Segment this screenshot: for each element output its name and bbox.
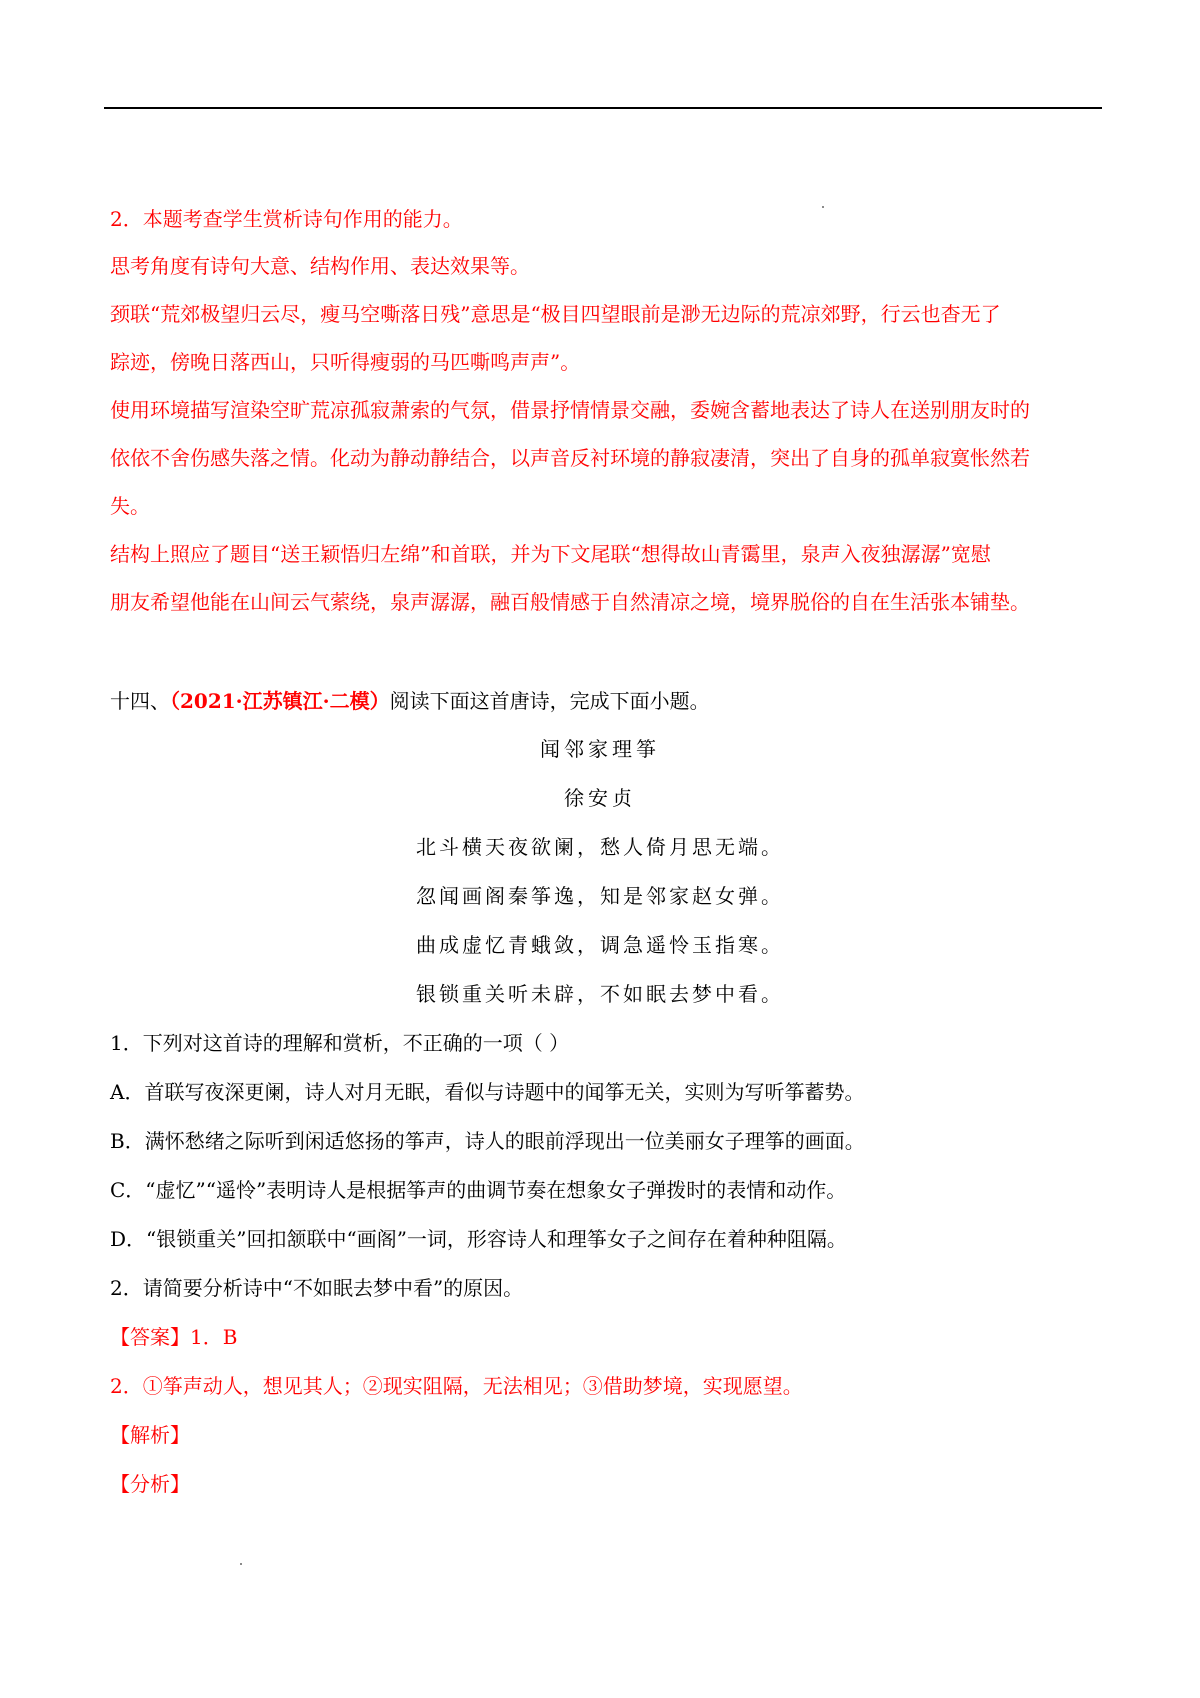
- poem-line: 曲成虚忆青蛾敛，调急遥怜玉指寒。: [416, 933, 784, 957]
- question-heading: [110, 687, 710, 715]
- poem-line: 忽闻画阁秦筝逸，知是邻家赵女弹。: [416, 884, 784, 908]
- environment-line-2: 依依不舍伤感失落之情。化动为静动静结合，以声音反衬环境的静寂凄清，突出了自身的孤单寂寞怅然若: [110, 446, 1030, 470]
- sub-question-2: 2．请简要分析诗中“不如眠去梦中看”的原因。: [110, 1276, 524, 1300]
- poem-author: 徐安贞: [564, 786, 636, 810]
- question-number: 十四、: [110, 689, 170, 713]
- option-a: A．首联写夜深更阑，诗人对月无眠，看似与诗题中的闻筝无关，实则为写听筝蓄势。: [110, 1080, 865, 1104]
- question-prompt: 阅读下面这首唐诗，完成下面小题。: [389, 689, 710, 713]
- environment-line-1: 使用环境描写渲染空旷荒凉孤寂萧索的气氛，借景抒情情景交融，委婉含蓄地表达了诗人在送别朋友时的: [110, 398, 1030, 422]
- poem-line: 北斗横天夜欲阑，愁人倚月思无端。: [416, 835, 784, 859]
- answer-2: 2．①筝声动人，想见其人；②现实阻隔，无法相见；③借助梦境，实现愿望。: [110, 1374, 803, 1398]
- analysis-angle: 思考角度有诗句大意、结构作用、表达效果等。: [110, 254, 530, 278]
- answer-1: 1．B: [190, 1325, 238, 1349]
- question-source: （2021·江苏镇江·二模）: [170, 689, 390, 713]
- header-rule: [104, 107, 1102, 109]
- analysis-sub-label: 【分析】: [110, 1472, 190, 1496]
- answer-label: 【答案】: [110, 1325, 190, 1349]
- environment-line-3: 失。: [110, 494, 150, 518]
- structure-line-1: 结构上照应了题目“送王颖悟归左绵”和首联，并为下文尾联“想得故山青霭里，泉声入夜独潺潺”宽慰: [110, 542, 991, 566]
- poem-title: 闻邻家理筝: [540, 737, 660, 761]
- structure-line-2: 朋友希望他能在山间云气萦绕，泉声潺潺，融百般情感于自然清凉之境，境界脱俗的自在生活张本铺垫。: [110, 590, 1030, 614]
- speck: [240, 1563, 242, 1565]
- sub-question-1: 1．下列对这首诗的理解和赏析，不正确的一项（ ）: [110, 1031, 570, 1055]
- option-d: D．“银锁重关”回扣颔联中“画阁”一词，形容诗人和理筝女子之间存在着种种阻隔。: [110, 1227, 847, 1251]
- q2-analysis-heading: 2．本题考查学生赏析诗句作用的能力。: [110, 207, 463, 231]
- option-c: C．“虚忆”“遥怜”表明诗人是根据筝声的曲调节奏在想象女子弹拨时的表情和动作。: [110, 1178, 847, 1202]
- neck-couplet-line-2: 踪迹，傍晚日落西山，只听得瘦弱的马匹嘶鸣声声”。: [110, 350, 581, 374]
- analysis-label: 【解析】: [110, 1423, 190, 1447]
- neck-couplet-line-1: 颈联“荒郊极望归云尽，瘦马空嘶落日残”意思是“极目四望眼前是渺无边际的荒凉郊野，行云也杳无了: [110, 302, 1001, 326]
- answer-line: [110, 1323, 237, 1351]
- option-b: B．满怀愁绪之际听到闲适悠扬的筝声，诗人的眼前浮现出一位美丽女子理筝的画面。: [110, 1129, 865, 1153]
- speck: [822, 206, 824, 208]
- poem-line: 银锁重关听未辟，不如眠去梦中看。: [416, 982, 784, 1006]
